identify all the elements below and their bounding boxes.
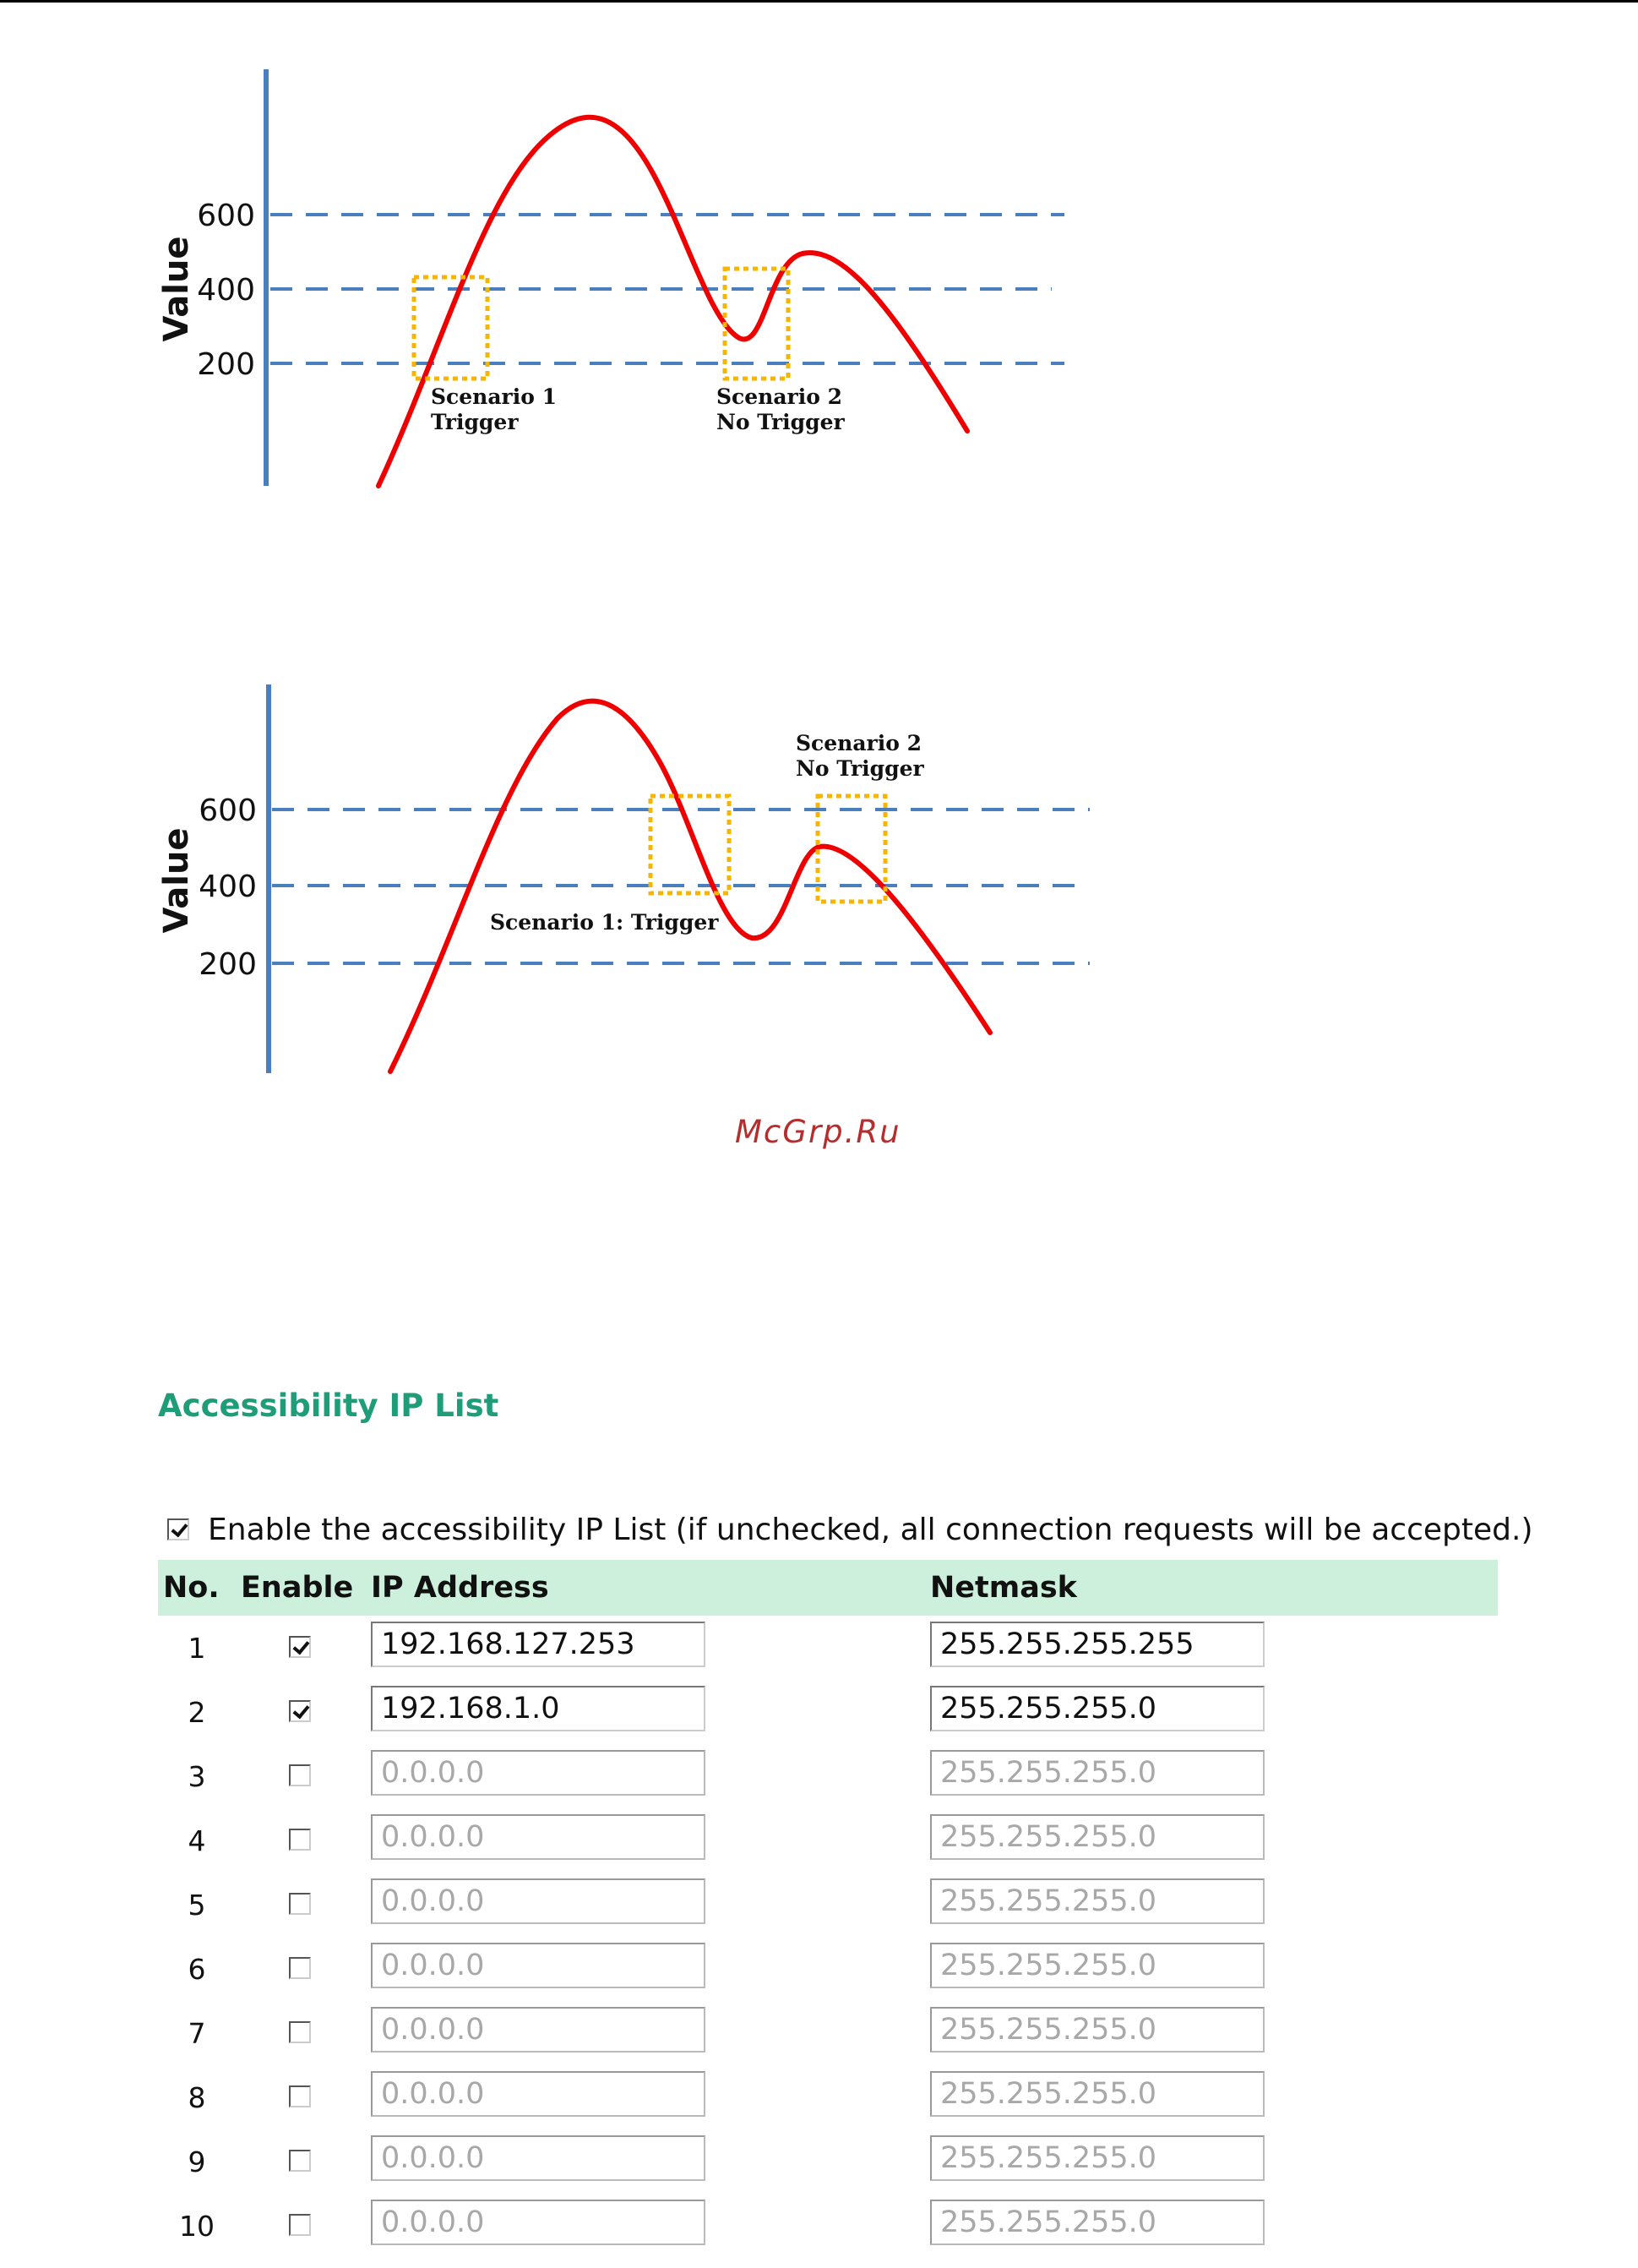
row-enable-checkbox[interactable] bbox=[289, 2214, 311, 2236]
watermark: McGrp.Ru bbox=[735, 1114, 901, 1150]
ip-address-input[interactable]: 0.0.0.0 bbox=[371, 1943, 705, 1988]
ip-address-input[interactable]: 192.168.1.0 bbox=[371, 1686, 705, 1731]
table-row bbox=[158, 2194, 1498, 2258]
ip-address-input[interactable]: 0.0.0.0 bbox=[371, 1814, 705, 1860]
ip-address-input[interactable]: 0.0.0.0 bbox=[371, 2135, 705, 2181]
trigger-chart-1 bbox=[0, 51, 1638, 507]
row-number: 3 bbox=[188, 1759, 206, 1793]
enable-list-checkbox[interactable] bbox=[167, 1518, 189, 1540]
netmask-input[interactable]: 255.255.255.0 bbox=[930, 1750, 1265, 1796]
row-number: 9 bbox=[188, 2145, 206, 2178]
row-enable-checkbox[interactable] bbox=[289, 1700, 311, 1722]
table-row bbox=[158, 1808, 1498, 1873]
ip-address-input[interactable]: 0.0.0.0 bbox=[371, 2200, 705, 2245]
row-enable-checkbox[interactable] bbox=[289, 1636, 311, 1658]
table-header-row bbox=[158, 1560, 1498, 1616]
row-number: 4 bbox=[188, 1824, 206, 1857]
tick-label-400: 400 bbox=[199, 870, 257, 904]
row-number: 1 bbox=[188, 1631, 206, 1665]
table-row bbox=[158, 2129, 1498, 2194]
tick-label-600: 600 bbox=[199, 793, 257, 828]
table-row bbox=[158, 1680, 1498, 1744]
table-row bbox=[158, 1616, 1498, 1680]
header-ip-address: IP Address bbox=[364, 1560, 930, 1616]
table-row bbox=[158, 2001, 1498, 2065]
enable-list-row bbox=[167, 1513, 1533, 1546]
row-enable-checkbox[interactable] bbox=[289, 1829, 311, 1851]
scenario-1-label: Scenario 1: Trigger bbox=[490, 910, 719, 935]
ip-address-input[interactable]: 0.0.0.0 bbox=[371, 2007, 705, 2053]
ip-address-input[interactable]: 0.0.0.0 bbox=[371, 1878, 705, 1924]
netmask-input[interactable]: 255.255.255.0 bbox=[930, 2200, 1265, 2245]
tick-label-200: 200 bbox=[199, 947, 257, 982]
netmask-input[interactable]: 255.255.255.255 bbox=[930, 1622, 1265, 1667]
row-number: 7 bbox=[188, 2016, 206, 2050]
netmask-input[interactable]: 255.255.255.0 bbox=[930, 1814, 1265, 1860]
enable-list-label: Enable the accessibility IP List (if unchecked, all connection requests will be accepted.) bbox=[208, 1512, 1533, 1547]
row-number: 10 bbox=[179, 2209, 215, 2243]
top-rule bbox=[0, 0, 1638, 3]
row-number: 6 bbox=[188, 1952, 206, 1986]
scenario-2-label-line2: No Trigger bbox=[716, 410, 845, 434]
tick-label-400: 400 bbox=[197, 273, 255, 308]
table-row bbox=[158, 1873, 1498, 1937]
y-axis-label: Value bbox=[157, 827, 196, 934]
table-row bbox=[158, 1937, 1498, 2001]
scenario-2-label-line1: Scenario 2 bbox=[716, 384, 842, 409]
row-enable-checkbox[interactable] bbox=[289, 1957, 311, 1979]
ip-address-input[interactable]: 192.168.127.253 bbox=[371, 1622, 705, 1667]
header-no: No. bbox=[158, 1560, 236, 1616]
netmask-input[interactable]: 255.255.255.0 bbox=[930, 1878, 1265, 1924]
netmask-input[interactable]: 255.255.255.0 bbox=[930, 2135, 1265, 2181]
ip-address-input[interactable]: 0.0.0.0 bbox=[371, 2071, 705, 2117]
netmask-input[interactable]: 255.255.255.0 bbox=[930, 2007, 1265, 2053]
netmask-input[interactable]: 255.255.255.0 bbox=[930, 2071, 1265, 2117]
header-netmask: Netmask bbox=[930, 1560, 1498, 1616]
row-enable-checkbox[interactable] bbox=[289, 1764, 311, 1786]
table-row bbox=[158, 2065, 1498, 2129]
row-enable-checkbox[interactable] bbox=[289, 1893, 311, 1915]
ip-list-table bbox=[158, 1560, 1498, 2258]
y-axis-label: Value bbox=[157, 236, 196, 342]
scenario-1-label-line2: Trigger bbox=[431, 410, 519, 434]
ip-address-input[interactable]: 0.0.0.0 bbox=[371, 1750, 705, 1796]
scenario-2-label-line1: Scenario 2 bbox=[796, 731, 922, 755]
netmask-input[interactable]: 255.255.255.0 bbox=[930, 1943, 1265, 1988]
trigger-chart-2 bbox=[0, 668, 1638, 1090]
row-number: 2 bbox=[188, 1695, 206, 1729]
tick-label-200: 200 bbox=[197, 347, 255, 382]
row-enable-checkbox[interactable] bbox=[289, 2021, 311, 2043]
row-enable-checkbox[interactable] bbox=[289, 2150, 311, 2172]
tick-label-600: 600 bbox=[197, 199, 255, 233]
table-row bbox=[158, 1744, 1498, 1808]
header-enable: Enable bbox=[236, 1560, 364, 1616]
row-enable-checkbox[interactable] bbox=[289, 2085, 311, 2107]
scenario-2-label-line2: No Trigger bbox=[796, 756, 924, 781]
section-title: Accessibility IP List bbox=[158, 1388, 499, 1424]
scenario-1-label-line1: Scenario 1 bbox=[431, 384, 557, 409]
row-number: 8 bbox=[188, 2080, 206, 2114]
row-number: 5 bbox=[188, 1888, 206, 1922]
netmask-input[interactable]: 255.255.255.0 bbox=[930, 1686, 1265, 1731]
